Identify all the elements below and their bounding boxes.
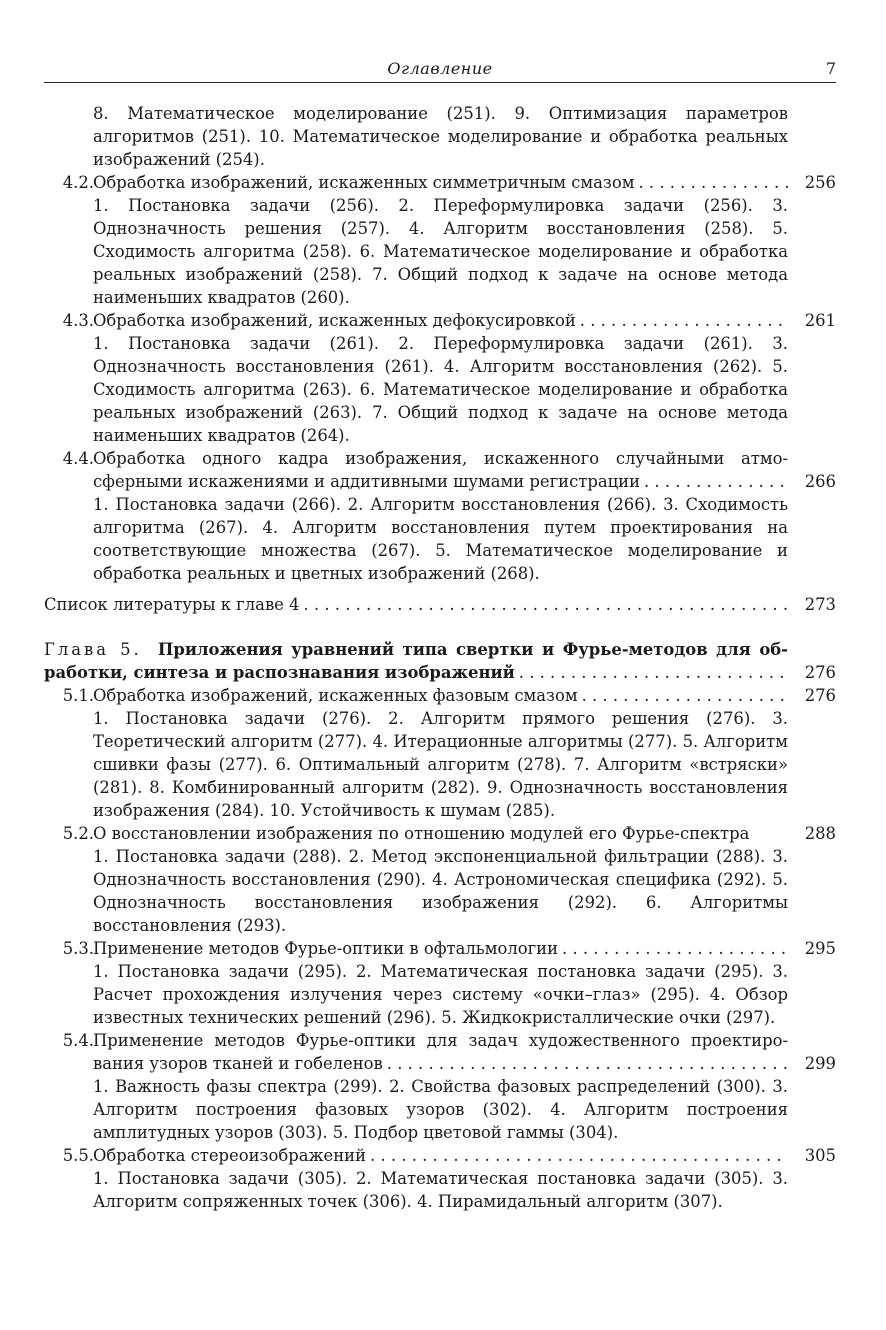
toc-entry-5-5 (44, 1144, 836, 1213)
entry-label: 5.2. (62, 824, 94, 843)
leader-dots (370, 1144, 788, 1167)
entry-subsections: 1. Постановка задачи (276). 2. Алгоритм прямого решения (276). 3. Теоретический алгоритм (277). 4. Итерационные алгоритмы (277). 5. Алгоритм сшивки фазы (277). 6. Оптимальный алгоритм (278). 7. Алгоритм «встряски» (281). 8. Комбинированный алгоритм (282). 9. Однозначность восстановления изображения (284). 10. Устойчивость к шумам (285). (93, 709, 788, 820)
toc-entry-5-1 (44, 684, 836, 822)
leader-dots (644, 470, 788, 493)
header-title: Оглавление (387, 59, 493, 78)
toc-entry-4-4 (44, 447, 836, 585)
entry-title: Обработка изображений, искаженных дефокусировкой (93, 311, 576, 330)
entry-title-line-2: сферными искажениями и аддитивными шумами регистрации (93, 472, 641, 491)
entry-title-line-1: Применение методов Фурье-оптики для задач художественного проектиро- (93, 1031, 788, 1050)
entry-page: 299 (804, 1054, 836, 1073)
leader-dots (387, 1052, 788, 1075)
toc-entry-4-3 (44, 309, 836, 447)
entry-title: О восстановлении изображения по отношению модулей его Фурье-спектра (93, 824, 750, 843)
leader-dots (562, 937, 788, 960)
chapter-prefix: Глава 5. (44, 640, 142, 659)
entry-label: 5.4. (62, 1031, 94, 1050)
entry-label: 4.3. (62, 311, 94, 330)
entry-title: Применение методов Фурье-оптики в офтальмологии (93, 939, 559, 958)
toc-entry-5-4 (44, 1029, 836, 1144)
chapter-title-line-1: Приложения уравнений типа свертки и Фурье-методов для об- (157, 640, 788, 659)
entry-label: 5.3. (62, 939, 94, 958)
page-number: 7 (825, 59, 836, 78)
page (44, 56, 836, 1211)
entry-subsections: 1. Постановка задачи (288). 2. Метод экспоненциальной фильтрации (288). 3. Однозначность восстановления (290). 4. Астрономическая специфика (292). 5. Однозначность восстановления изображения (292). 6. Алгоритмы восстановления (293). (93, 847, 788, 935)
table-of-contents (44, 102, 836, 1213)
chapter-page: 276 (804, 663, 836, 682)
toc-continuation-4-1: 8. Математическое моделирование (251). 9. Оптимизация параметров алгоритмов (251). 10. Математическое моделирование и обработка реальных изображений (254). (93, 104, 788, 169)
toc-entry-4-2 (44, 171, 836, 309)
entry-label: 4.2. (62, 173, 94, 192)
references-title: Список литературы к главе 4 (44, 595, 300, 614)
leader-dots (519, 661, 788, 684)
toc-references-chapter-4 (44, 593, 836, 616)
running-header (44, 56, 836, 83)
chapter-title-line-2: работки, синтеза и распознавания изображений (44, 663, 515, 682)
references-page: 273 (804, 595, 836, 614)
entry-page: 256 (804, 173, 836, 192)
entry-subsections: 1. Постановка задачи (295). 2. Математическая постановка задачи (295). 3. Расчет прохождения излучения через систему «очки–глаз» (295). 4. Обзор известных технических решений (296). 5. Жидкокристаллические очки (297). (93, 962, 788, 1027)
entry-page: 276 (804, 686, 836, 705)
toc-entry-5-3 (44, 937, 836, 1029)
leader-dots (639, 171, 789, 194)
toc-chapter-5 (44, 638, 836, 684)
leader-dots (304, 593, 788, 616)
entry-label: 4.4. (62, 449, 94, 468)
entry-subsections: 1. Важность фазы спектра (299). 2. Свойства фазовых распределений (300). 3. Алгоритм построения фазовых узоров (302). 4. Алгоритм построения амплитудных узоров (303). 5. Подбор цветовой гаммы (304). (93, 1077, 788, 1142)
entry-subsections: 1. Постановка задачи (305). 2. Математическая постановка задачи (305). 3. Алгоритм сопряженных точек (306). 4. Пирамидальный алгоритм (307). (93, 1169, 788, 1211)
entry-subsections: 1. Постановка задачи (266). 2. Алгоритм восстановления (266). 3. Сходимость алгоритма (267). 4. Алгоритм восстановления путем проектирования на соответствующие множества (267). 5. Математическое моделирование и обработка реальных и цветных изображений (268). (93, 495, 788, 583)
entry-title: Обработка изображений, искаженных симметричным смазом (93, 173, 635, 192)
entry-page: 288 (804, 824, 836, 843)
entry-page: 261 (804, 311, 836, 330)
entry-subsections: 1. Постановка задачи (261). 2. Переформулировка задачи (261). 3. Однозначность восстановления (261). 4. Алгоритм восстановления (262). 5. Сходимость алгоритма (263). 6. Математическое моделирование и обработка реальных изображений (263). 7. Общий подход к задаче на основе метода наименьших квадратов (264). (93, 334, 788, 445)
leader-dots (580, 309, 788, 332)
entry-page: 295 (804, 939, 836, 958)
entry-label: 5.1. (62, 686, 94, 705)
entry-title-line-1: Обработка одного кадра изображения, искаженного случайными атмо- (93, 449, 788, 468)
entry-subsections: 1. Постановка задачи (256). 2. Переформулировка задачи (256). 3. Однозначность решения (257). 4. Алгоритм восстановления (258). 5. Сходимость алгоритма (258). 6. Математическое моделирование и обработка реальных изображений (258). 7. Общий подход к задаче на основе метода наименьших квадратов (260). (93, 196, 788, 307)
leader-dots (582, 684, 788, 707)
entry-label: 5.5. (62, 1146, 94, 1165)
entry-page: 305 (804, 1146, 836, 1165)
entry-title: Обработка изображений, искаженных фазовым смазом (93, 686, 578, 705)
toc-entry-5-2 (44, 822, 836, 937)
entry-title: Обработка стереоизображений (93, 1146, 367, 1165)
entry-title-line-2: вания узоров тканей и гобеленов (93, 1054, 383, 1073)
entry-page: 266 (804, 472, 836, 491)
